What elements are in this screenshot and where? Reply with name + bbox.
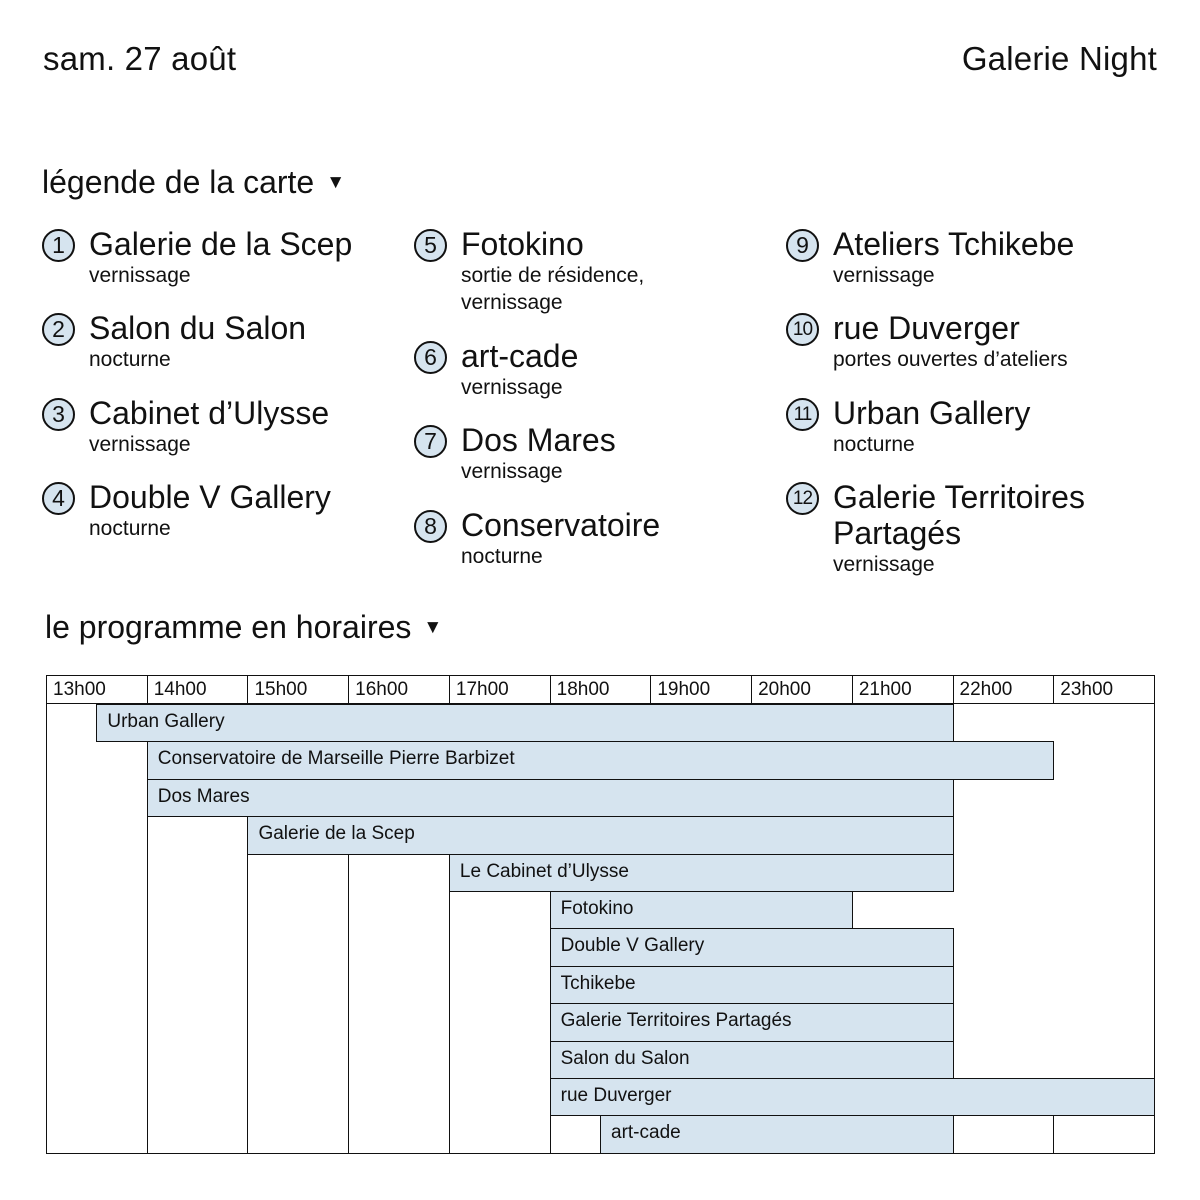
hour-header: 18h00 (550, 675, 652, 704)
legend-item[interactable] (42, 395, 329, 458)
legend-venue-name: Salon du Salon (89, 310, 307, 346)
grid-column-line (247, 816, 248, 1153)
legend-number-badge: 1 (42, 229, 75, 262)
legend-number-badge: 7 (414, 425, 447, 458)
legend-text (833, 310, 1068, 373)
grid-column-line (1053, 1115, 1054, 1152)
hour-header: 14h00 (147, 675, 249, 704)
hour-header: 20h00 (751, 675, 853, 704)
event-bar[interactable]: Urban Gallery (96, 704, 953, 742)
legend-venue-name: Partagés (833, 515, 962, 551)
hour-header: 22h00 (953, 675, 1055, 704)
legend-number-badge: 11 (786, 398, 819, 431)
legend-text (833, 479, 1085, 578)
legend-venue-name: Double V Gallery (89, 479, 331, 515)
legend-venue-type: nocturne (89, 348, 171, 371)
legend-number-badge: 6 (414, 341, 447, 374)
legend-item[interactable] (414, 422, 616, 485)
legend-heading[interactable] (42, 164, 345, 201)
legend-venue-type: vernissage (89, 433, 191, 456)
legend-number-badge: 5 (414, 229, 447, 262)
legend-item[interactable] (42, 479, 331, 542)
caret-down-icon: ▼ (326, 171, 346, 193)
legend-venue-name: Fotokino (461, 226, 584, 262)
event-bar[interactable]: Dos Mares (147, 779, 954, 817)
event-bar[interactable]: Galerie Territoires Partagés (550, 1003, 954, 1041)
legend-text (89, 395, 329, 458)
legend-venue-type: vernissage (89, 264, 191, 287)
event-bar[interactable]: Conservatoire de Marseille Pierre Barbizet (147, 741, 1055, 779)
legend-venue-name: Cabinet d’Ulysse (89, 395, 330, 431)
legend-text (89, 479, 331, 542)
legend-text (833, 395, 1030, 458)
legend-number-badge: 4 (42, 482, 75, 515)
legend-venue-type: vernissage (833, 264, 935, 287)
legend-venue-name: Galerie de la Scep (89, 226, 353, 262)
programme-heading[interactable] (45, 609, 442, 646)
grid-column-line (449, 854, 450, 1153)
hour-header: 15h00 (247, 675, 349, 704)
hour-header: 13h00 (46, 675, 148, 704)
legend-text (89, 226, 352, 289)
event-bar[interactable]: Double V Gallery (550, 928, 954, 966)
legend-item[interactable] (786, 479, 1085, 578)
legend-number-badge: 10 (786, 313, 819, 346)
legend-item[interactable] (42, 310, 306, 373)
legend-number-badge: 12 (786, 482, 819, 515)
legend-venue-type: vernissage (461, 376, 563, 399)
legend-heading-label: légende de la carte (42, 164, 315, 200)
event-bar[interactable]: rue Duverger (550, 1078, 1155, 1116)
hour-header: 16h00 (348, 675, 450, 704)
legend-venue-name: art-cade (461, 338, 579, 374)
event-bar[interactable]: Salon du Salon (550, 1041, 954, 1079)
legend-venue-name: Conservatoire (461, 507, 661, 543)
event-bar[interactable]: art-cade (600, 1115, 954, 1153)
legend-venue-type: vernissage (833, 553, 935, 576)
hour-header: 17h00 (449, 675, 551, 704)
legend-number-badge: 2 (42, 313, 75, 346)
legend-venue-type: sortie de résidence, (461, 264, 645, 287)
schedule-grid (46, 675, 1154, 1153)
legend-venue-type: nocturne (461, 545, 543, 568)
caret-down-icon: ▼ (423, 616, 443, 638)
legend-number-badge: 9 (786, 229, 819, 262)
legend-venue-type: nocturne (89, 517, 171, 540)
legend-venue-type: vernissage (461, 291, 563, 314)
legend-venue-type: nocturne (833, 433, 915, 456)
legend-text (461, 338, 578, 401)
event-date: sam. 27 août (43, 40, 237, 77)
legend-item[interactable] (414, 226, 644, 316)
legend-number-badge: 3 (42, 398, 75, 431)
legend-venue-name: rue Duverger (833, 310, 1020, 346)
legend-venue-name: Dos Mares (461, 422, 616, 458)
legend-text (461, 226, 644, 316)
hour-header: 19h00 (650, 675, 752, 704)
grid-column-line (46, 704, 47, 1153)
legend-venue-name: Urban Gallery (833, 395, 1031, 431)
legend-item[interactable] (786, 310, 1068, 373)
legend-venue-type: vernissage (461, 460, 563, 483)
legend-text (833, 226, 1074, 289)
event-title: Galerie Night (961, 40, 1157, 77)
legend-venue-name: Ateliers Tchikebe (833, 226, 1075, 262)
hour-header: 23h00 (1053, 675, 1155, 704)
event-bar[interactable]: Galerie de la Scep (247, 816, 953, 854)
legend-text (461, 507, 660, 570)
legend-item[interactable] (786, 226, 1074, 289)
legend-venue-type: portes ouvertes d’ateliers (833, 348, 1068, 371)
hour-header: 21h00 (852, 675, 954, 704)
legend-text (89, 310, 306, 373)
legend-item[interactable] (42, 226, 352, 289)
legend-venue-name: Galerie Territoires (833, 479, 1085, 515)
legend-item[interactable] (414, 338, 578, 401)
programme-heading-label: le programme en horaires (45, 609, 412, 645)
event-bar[interactable]: Fotokino (550, 891, 853, 929)
event-bar[interactable]: Tchikebe (550, 966, 954, 1004)
legend-number-badge: 8 (414, 510, 447, 543)
legend-item[interactable] (414, 507, 660, 570)
legend-item[interactable] (786, 395, 1030, 458)
legend-text (461, 422, 616, 485)
grid-column-line (348, 854, 349, 1153)
event-bar[interactable]: Le Cabinet d’Ulysse (449, 854, 954, 892)
